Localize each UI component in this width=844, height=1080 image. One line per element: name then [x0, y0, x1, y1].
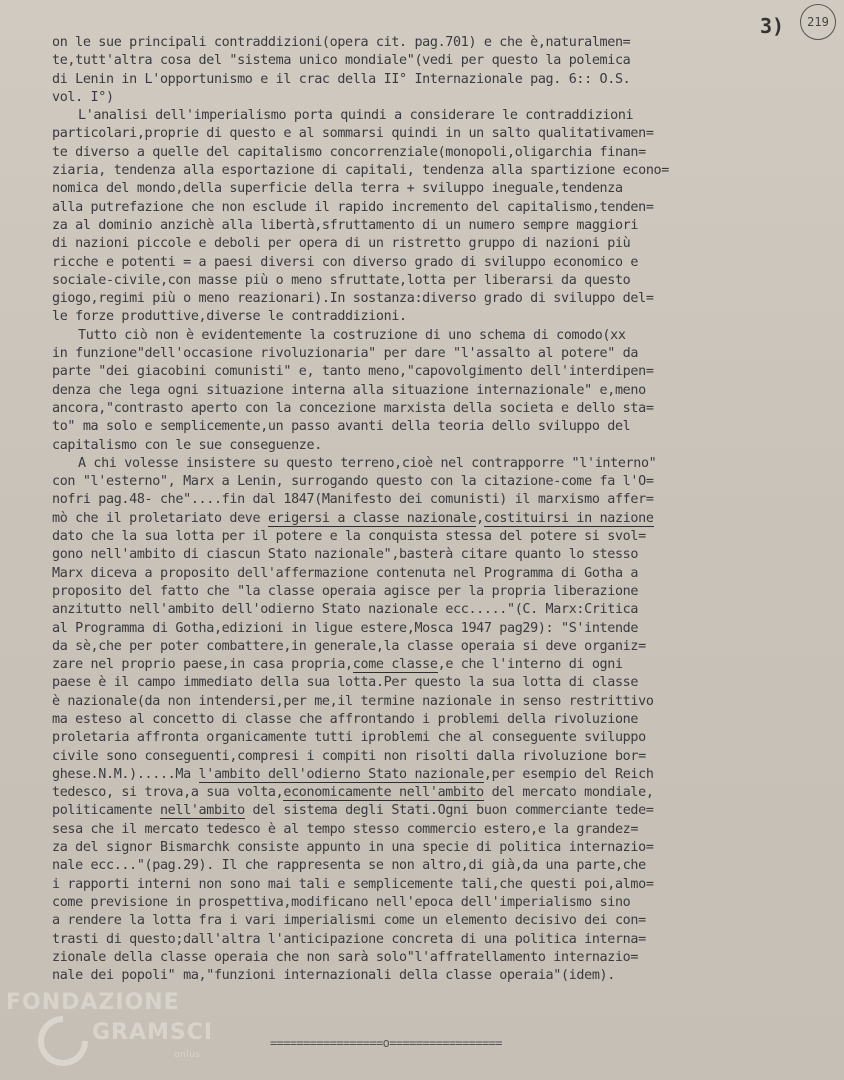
text-segment: dato che la sua lotta per il potere e la conquista stessa del potere si svol= — [52, 529, 646, 545]
text-segment: ma esteso al concetto di classe che affrontando i problemi della rivoluzione — [52, 711, 639, 727]
text-segment: capitalismo con le sue conseguenze. — [52, 437, 322, 453]
text-segment: proposito del fatto che "la classe operaia agisce per la propria liberazione — [52, 583, 639, 599]
text-line — [52, 638, 832, 656]
text-segment: ,per esempio del Reich — [483, 766, 654, 782]
watermark-line-3: onlus — [174, 1050, 201, 1060]
text-line — [52, 217, 832, 235]
text-segment: di nazioni piccole e deboli per opera di un ristretto gruppo di nazioni più — [52, 236, 631, 252]
text-segment: nale ecc..."(pag.29). Il che rappresenta se non altro,di già,da una parte,che — [52, 858, 646, 874]
text-segment: del sistema degli Stati.Ogni buon commerciante tede= — [244, 803, 654, 819]
text-segment: , — [476, 510, 484, 526]
text-segment: civile sono conseguenti,compresi i compiti non risolti dalla rivoluzione bor= — [52, 748, 646, 764]
text-segment: to" ma solo e semplicemente,un passo avanti della teoria dello sviluppo del — [52, 419, 631, 435]
text-segment: a rendere la lotta fra i vari imperialismi come un elemento decisivo dei con= — [52, 913, 646, 929]
text-line — [52, 473, 832, 491]
underlined-phrase: costituirsi in nazione — [483, 510, 654, 526]
text-segment: sociale-civile,con masse più o meno sfruttate,lotta per liberarsi da questo — [52, 272, 631, 288]
watermark-logo-icon — [36, 1014, 90, 1068]
text-segment: parte "dei giacobini comunisti" e, tanto meno,"capovolgimento dell'interdipen= — [52, 364, 654, 380]
text-segment: ,e che l'interno di ogni — [437, 657, 623, 673]
text-line — [52, 199, 832, 217]
text-segment: ancora,"contrasto aperto con la concezione marxista della societa e dello sta= — [52, 400, 654, 416]
text-line — [52, 363, 832, 381]
text-segment: da sè,che per poter combattere,in generale,la classe operaia si deve organiz= — [52, 638, 646, 654]
text-segment: le forze produttive,diverse le contraddizioni. — [52, 309, 407, 325]
text-segment: te,tutt'altra cosa del "sistema unico mondiale"(vedi per questo la polemica — [52, 53, 631, 69]
text-segment: con "l'esterno", Marx a Lenin, surrogando questo con la citazione-come fa l'O= — [52, 474, 654, 490]
text-segment: zare nel proprio paese,in casa propria, — [52, 657, 353, 673]
text-line — [52, 491, 832, 509]
text-line — [52, 107, 832, 125]
underlined-phrase: economicamente nell'ambito — [283, 785, 484, 801]
text-segment: vol. I°) — [52, 89, 114, 105]
text-line — [52, 528, 832, 546]
text-line — [52, 839, 832, 857]
text-line — [52, 52, 832, 70]
text-segment: za del signor Bismarchk consiste appunto in una specie di politica internazio= — [52, 840, 654, 856]
text-segment: in funzione"dell'occasione rivoluzionaria" per dare "l'assalto al potere" da — [52, 346, 639, 362]
text-segment: paese è il campo immediato della sua lotta.Per questo la sua lotta di classe — [52, 675, 639, 691]
text-line — [52, 729, 832, 747]
text-line — [52, 784, 832, 802]
section-separator: =================o================= — [270, 1036, 502, 1050]
text-line — [52, 674, 832, 692]
text-line — [52, 418, 832, 436]
text-segment: ricche e potenti = a paesi diversi con diverso grado di sviluppo economico e — [52, 254, 639, 270]
text-line — [52, 290, 832, 308]
text-line — [52, 272, 832, 290]
text-segment: nale dei popoli" ma,"funzioni internazionali della classe operaia"(idem). — [52, 968, 615, 984]
text-line — [52, 894, 832, 912]
text-segment: politicamente — [52, 803, 160, 819]
text-segment: di Lenin in L'opportunismo e il crac della II° Internazionale pag. 6:: O.S. — [52, 71, 631, 87]
text-line — [52, 857, 832, 875]
text-segment: tedesco, si trova,a sua volta, — [52, 785, 284, 801]
text-segment: sesa che il mercato tedesco è al tempo stesso commercio estero,e la grandez= — [52, 821, 639, 837]
text-line — [52, 400, 832, 418]
watermark-line-1: FONDAZIONE — [6, 990, 180, 1015]
text-line — [52, 308, 832, 326]
text-line — [52, 71, 832, 89]
text-line — [52, 949, 832, 967]
text-line — [52, 345, 832, 363]
text-line — [52, 967, 832, 985]
underlined-phrase: l'ambito dell'odierno Stato nazionale — [198, 766, 484, 782]
text-segment: anzitutto nell'ambito dell'odierno Stato nazionale ecc....."(C. Marx:Critica — [52, 602, 639, 618]
text-segment: mò che il proletariato deve — [52, 510, 268, 526]
text-line — [52, 565, 832, 583]
text-line — [52, 455, 832, 473]
text-line — [52, 327, 832, 345]
text-segment: è nazionale(da non intendersi,per me,il termine nazionale in senso restrittivo — [52, 693, 654, 709]
watermark — [6, 990, 226, 1070]
text-line — [52, 583, 832, 601]
text-segment: Marx diceva a proposito dell'affermazione contenuta nel Programma di Gotha a — [52, 565, 639, 581]
text-line — [52, 766, 832, 784]
text-segment: zionale della classe operaia che non sarà solo"l'affratellamento internazio= — [52, 949, 639, 965]
text-line — [52, 144, 832, 162]
text-line — [52, 802, 832, 820]
text-line — [52, 620, 832, 638]
text-segment: nomica del mondo,della superficie della terra + sviluppo ineguale,tendenza — [52, 181, 623, 197]
text-segment: te diverso a quelle del capitalismo concorrenziale(monopoli,oligarchia finan= — [52, 144, 646, 160]
page-number: 3) — [760, 14, 785, 38]
text-line — [52, 546, 832, 564]
text-line — [52, 34, 832, 52]
text-segment: come previsione in prospettiva,modificano nell'epoca dell'imperialismo sino — [52, 894, 631, 910]
text-line — [52, 601, 832, 619]
text-segment: gono nell'ambito di ciascun Stato nazionale",basterà citare quanto lo stesso — [52, 547, 639, 563]
text-segment: on le sue principali contraddizioni(opera cit. pag.701) e che è,naturalmen= — [52, 35, 631, 50]
text-segment: nofri pag.48- che"....fin dal 1847(Manifesto dei comunisti) il marxismo affer= — [52, 492, 654, 508]
text-line — [52, 437, 832, 455]
text-line — [52, 125, 832, 143]
text-segment: proletaria affronta organicamente tutti iproblemi che al conseguente sviluppo — [52, 730, 646, 746]
text-line — [52, 235, 832, 253]
archive-stamp: 219 — [800, 4, 836, 40]
text-line — [52, 89, 832, 107]
text-line — [52, 510, 832, 528]
text-segment: i rapporti interni non sono mai tali e semplicemente tali,che questi poi,almo= — [52, 876, 654, 892]
text-segment: denza che lega ogni situazione interna alla situazione internazionale" e,meno — [52, 382, 646, 398]
text-segment: alla putrefazione che non esclude il rapido incremento del capitalismo,tenden= — [52, 199, 654, 215]
text-line — [52, 748, 832, 766]
text-line — [52, 162, 832, 180]
text-segment: del mercato mondiale, — [483, 785, 654, 801]
text-line — [52, 821, 832, 839]
underlined-phrase: nell'ambito — [159, 803, 245, 819]
text-segment: particolari,proprie di questo e al sommarsi quindi in un salto qualitativamen= — [52, 126, 654, 142]
text-segment: ziaria, tendenza alla esportazione di capitali, tendenza alla spartizione econo= — [52, 163, 669, 179]
underlined-phrase: come classe — [352, 657, 438, 673]
text-segment: ghese.N.M.).....Ma — [52, 766, 199, 782]
text-segment: al Programma di Gotha,edizioni in ligue estere,Mosca 1947 pag29): "S'intende — [52, 620, 639, 636]
text-line — [52, 693, 832, 711]
text-line — [52, 711, 832, 729]
text-line — [52, 656, 832, 674]
text-segment: za al dominio anzichè alla libertà,sfruttamento di un numero sempre maggiori — [52, 217, 639, 233]
text-line — [52, 876, 832, 894]
text-segment: L'analisi dell'imperialismo porta quindi a considerare le contraddizioni — [78, 108, 634, 124]
text-segment: giogo,regimi più o meno reazionari).In sostanza:diverso grado di sviluppo del= — [52, 291, 654, 307]
text-line — [52, 931, 832, 949]
text-line — [52, 382, 832, 400]
text-line — [52, 180, 832, 198]
text-segment: A chi volesse insistere su questo terreno,cioè nel contrapporre "l'interno" — [78, 455, 657, 471]
watermark-line-2: GRAMSCI — [92, 1020, 214, 1045]
text-segment: Tutto ciò non è evidentemente la costruzione di uno schema di comodo(xx — [78, 327, 626, 343]
typewritten-body — [52, 34, 832, 985]
text-line — [52, 254, 832, 272]
text-segment: trasti di questo;dall'altra l'anticipazione concreta di una politica interna= — [52, 931, 646, 947]
text-line — [52, 912, 832, 930]
underlined-phrase: erigersi a classe nazionale — [267, 510, 477, 526]
